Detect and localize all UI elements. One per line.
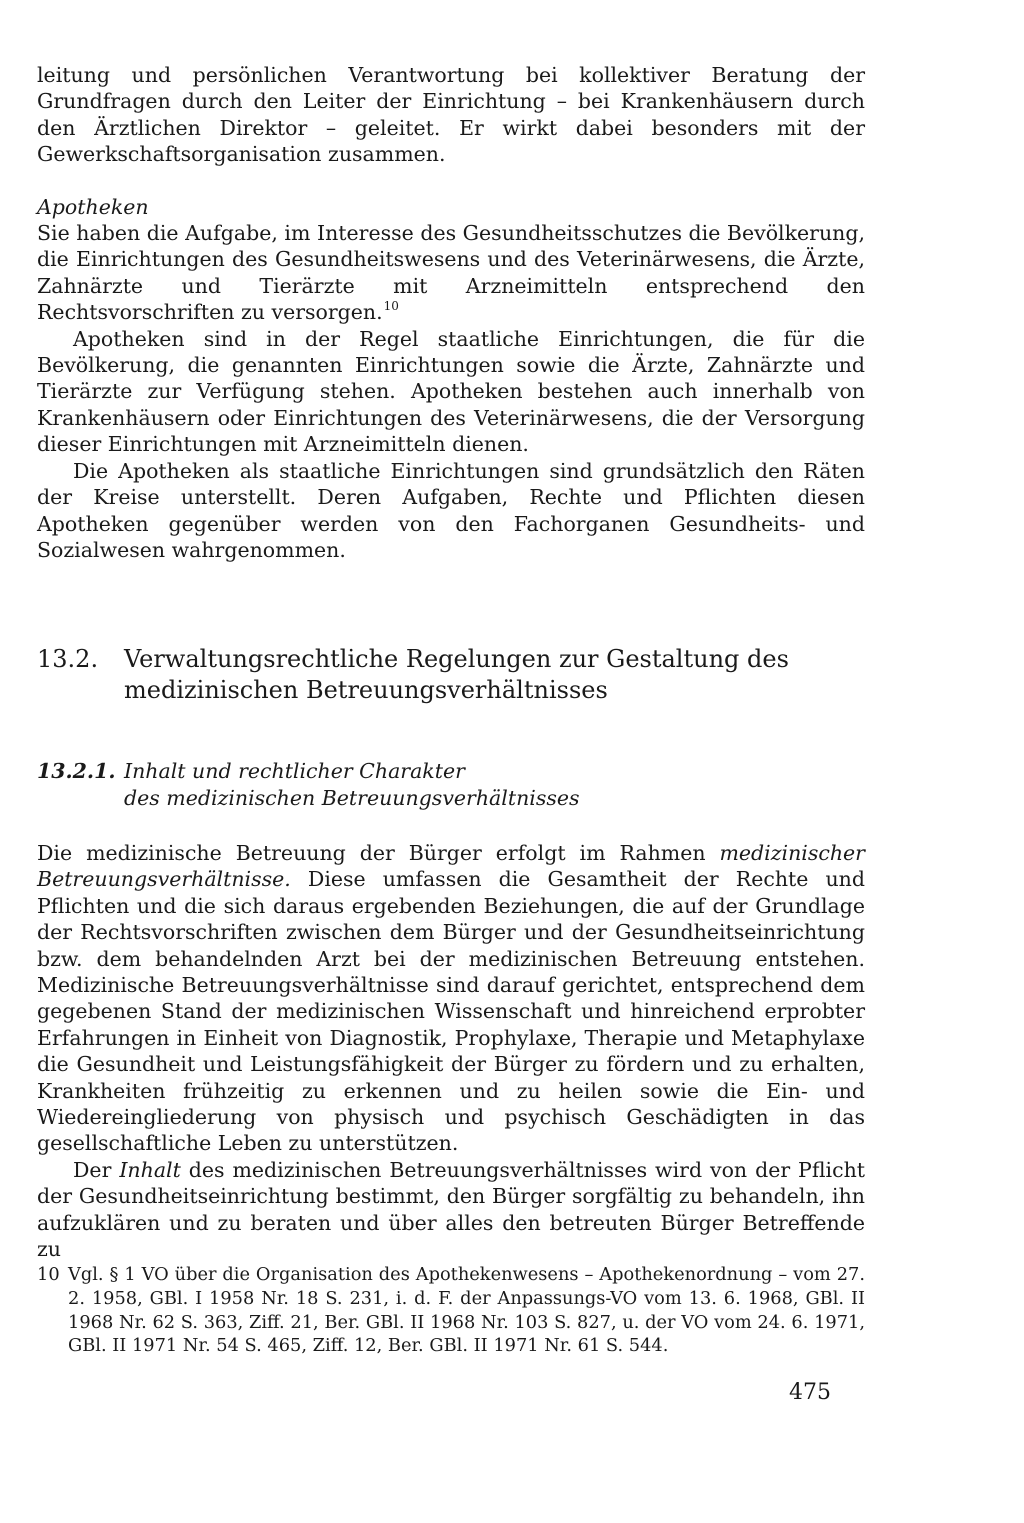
subsection-title-line2: des medizinischen Betreuungsverhältnisses — [124, 786, 580, 810]
paragraph-continuation: leitung und persönlichen Verantwortung bei kollektiver Beratung der Grundfragen durch den Leiter der Einrichtung – bei Krankenhäusern durch den Ärztlichen Direktor – geleitet. Er wirkt dabei besonders mit der Gewerkschaftsorganisation zusammen. — [37, 63, 865, 167]
subsection-number: 13.2.1. — [37, 759, 116, 783]
paragraph-text: Der — [73, 1157, 120, 1182]
paragraph-text: des medizinischen Betreuungsverhältnisses wird von der Pflicht der Gesundheitseinrichtung bestimmt, den Bürger sorgfältig zu behandeln, ihn aufzuklären und zu beraten und über alles den betreuten Bürger Betreffende zu — [37, 1157, 866, 1262]
subsection-title-line1: Inhalt und rechtlicher Charakter — [124, 759, 465, 783]
paragraph-text: Die medizinische Betreuung der Bürger erfolgt im Rahmen — [37, 841, 720, 865]
paragraph-apotheken-3: Die Apotheken als staatliche Einrichtungen sind grundsätzlich den Räten der Kreise unterstellt. Deren Aufgaben, Rechte und Pflichten diesen Apotheken gegenüber werden von den Fachorganen Gesundheits- und Sozialwesen wahrgenommen. — [37, 458, 865, 562]
footnote-number: 10 — [37, 1264, 60, 1285]
footnote-text: Vgl. § 1 VO über die Organisation des Apothekenwesens – Apothekenordnung – vom 27. 2. 1958, GBl. I 1958 Nr. 18 S. 231, i. d. F. der Anpassungs-VO vom 13. 6. 1968, GBl. II 1968 Nr. 62 S. 363, Ziff. 21, Ber. GBl. II 1968 Nr. 103 S. 827, u. der VO vom 24. 6. 1971, GBl. II 1971 Nr. 54 S. 465, Ziff. 12, Ber. GBl. II 1971 Nr. 61 S. 544. — [68, 1264, 865, 1357]
top-section — [37, 62, 865, 563]
footnote-reference[interactable]: 10 — [383, 299, 399, 314]
paragraph-apotheken-2: Apotheken sind in der Regel staatliche Einrichtungen, die für die Bevölkerung, die genannten Einrichtungen sowie die Ärzte, Zahnärzte und Tierärzte zur Verfügung stehen. Apotheken bestehen auch innerhalb von Krankenhäusern oder Einrichtungen des Veterinärwesens, die der Versorgung dieser Einrichtungen mit Arzneimitteln dienen. — [37, 326, 865, 457]
subsection-title — [124, 758, 824, 812]
section-title: Verwaltungsrechtliche Regelungen zur Gestaltung des medizinischen Betreuungsverhältnisses — [124, 645, 789, 704]
subsection-body — [37, 840, 865, 1263]
paragraph-betreuung-1 — [37, 840, 865, 1157]
emphasis-term: medizinischer Betreuungsverhältnisse. — [37, 841, 865, 892]
subheading-apotheken: Apotheken — [37, 194, 149, 219]
section-number: 13.2. — [37, 645, 99, 673]
paragraph-apotheken-1-text: Sie haben die Aufgabe, im Interesse des Gesundheitsschutzes die Bevölkerung, die Einrichtungen des Gesundheitswesens und des Veterinärwesens, die Ärzte, Zahnärzte und Tierärzte mit Arzneimitteln entsprechend den Rechtsvorschriften zu versorgen. — [37, 221, 865, 325]
emphasis-term: Inhalt — [119, 1157, 181, 1182]
paragraph-betreuung-2 — [37, 1157, 865, 1263]
page-number: 475 — [789, 1380, 831, 1405]
paragraph-text: Diese umfassen die Gesamtheit der Rechte und Pflichten und die sich daraus ergebenden Beziehungen, die auf der Grundlage der Rechtsvorschriften zwischen dem Bürger und der Gesundheitseinrichtung bzw. dem behandelnden Arzt bei der medizinischen Betreuung entstehen. Medizinische Betreuungsverhältnisse sind darauf gerichtet, entsprechend dem gegebenen Stand der medizinischen Wissenschaft und hinreichend erprobter Erfahrungen in Einheit von Diagnostik, Prophylaxe, Therapie und Metaphylaxe die Gesundheit und Leistungsfähigkeit der Bürger zu fördern und zu erhalten, Krankheiten frühzeitig zu erkennen und zu heilen sowie die Ein- und Wiedereingliederung von physisch und psychisch Geschädigten in das gesellschaftliche Leben zu unterstützen. — [37, 867, 865, 1156]
footnote — [37, 1263, 865, 1358]
paragraph-apotheken-1 — [37, 220, 865, 326]
